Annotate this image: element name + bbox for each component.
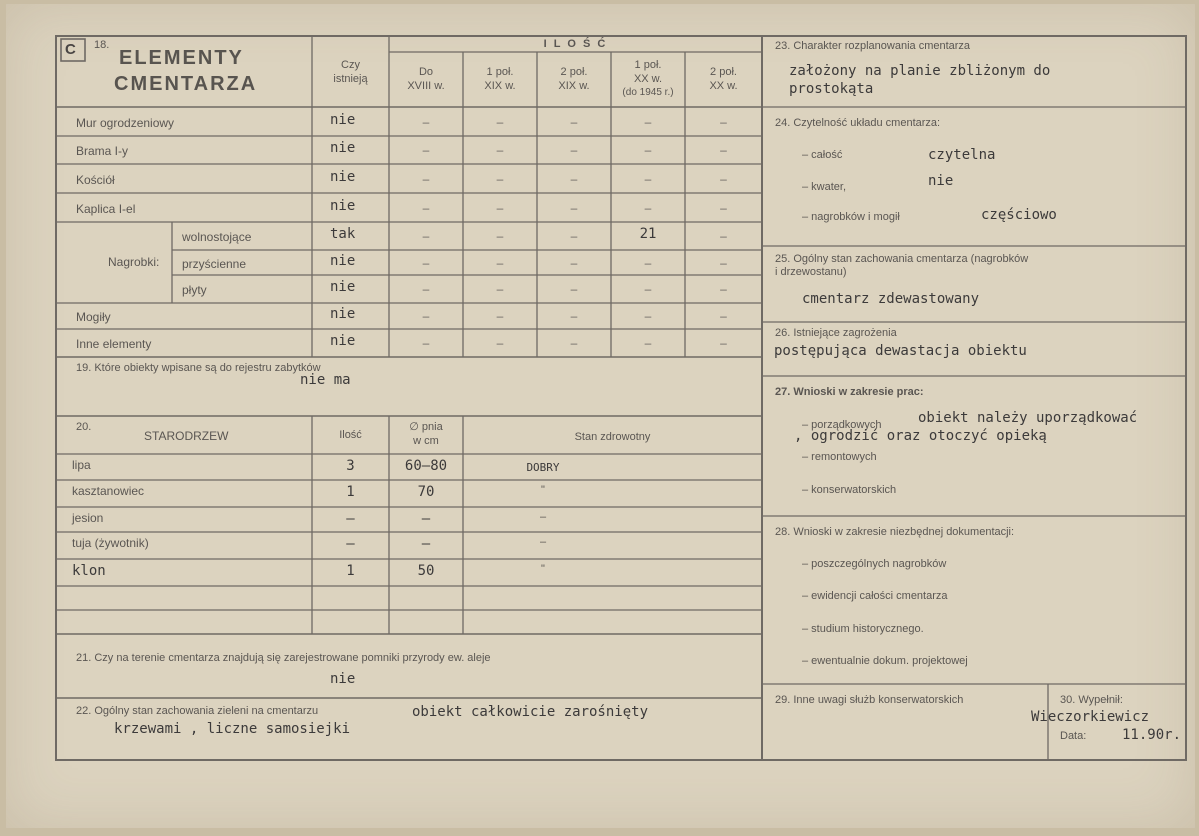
- q20-col-pnia-line2: w cm: [413, 435, 439, 447]
- q27-item: – remontowych: [802, 451, 877, 463]
- inventory-card: [6, 4, 1195, 828]
- q30-label: 30. Wypełnił:: [1060, 694, 1123, 706]
- tree-row-condition: –: [539, 511, 547, 523]
- element-row-exists: nie: [330, 197, 356, 214]
- element-row-count: –: [496, 114, 504, 129]
- q28-item: – poszczególnych nagrobków: [802, 558, 947, 570]
- q28-item: – ewentualnie dokum. projektowej: [802, 655, 968, 667]
- element-row-exists: nie: [330, 306, 356, 322]
- element-row-count: –: [496, 229, 504, 243]
- q26-value: postępująca dewastacja obiektu: [774, 343, 1027, 359]
- element-row-count: –: [644, 200, 652, 215]
- q24-item-label: – kwater,: [802, 181, 847, 193]
- q20-number: 20.: [76, 421, 92, 433]
- q28-item: – studium historycznego.: [802, 623, 924, 635]
- tree-row-name: tuja (żywotnik): [72, 536, 149, 550]
- tree-row-diameter: 50: [417, 563, 435, 579]
- tree-row-name: jesion: [72, 511, 104, 525]
- element-row-label: przyścienne: [182, 256, 247, 271]
- element-row-count: –: [644, 114, 652, 129]
- element-row-count: –: [720, 255, 727, 270]
- element-row-count: –: [570, 309, 578, 323]
- tree-row-diameter: 60–80: [404, 458, 448, 474]
- element-row-count: –: [570, 114, 578, 129]
- q27-item: – konserwatorskich: [802, 484, 897, 496]
- element-row-count: –: [422, 255, 430, 270]
- q24-label: 24. Czytelność układu cmentarza:: [775, 117, 941, 129]
- q27-value-line1: obiekt należy uporządkować: [918, 410, 1138, 426]
- element-row-label: Kościół: [76, 172, 115, 187]
- element-row-count: –: [644, 336, 652, 350]
- tree-row-diameter: 70: [417, 484, 435, 500]
- tree-row-count: 3: [346, 458, 355, 474]
- element-row-exists: nie: [330, 333, 356, 349]
- q22-value-line2: krzewami , liczne samosiejki: [114, 721, 351, 737]
- q30-name: Wieczorkiewicz: [1031, 709, 1150, 725]
- element-row-count: –: [720, 114, 727, 129]
- q25-value: cmentarz zdewastowany: [802, 291, 980, 307]
- tree-row-name: kasztanowiec: [72, 484, 145, 498]
- element-row-label: wolnostojące: [182, 230, 252, 244]
- section-letter: C: [65, 41, 76, 58]
- q18-title-line1: ELEMENTY: [119, 47, 244, 69]
- q21-value: nie: [330, 671, 356, 687]
- element-row-count: –: [422, 143, 430, 157]
- q20-col-ilosc: Ilość: [339, 429, 362, 441]
- element-row-count: –: [570, 143, 578, 157]
- element-row-exists: nie: [330, 111, 356, 128]
- q27-label: 27. Wnioski w zakresie prac:: [775, 386, 924, 398]
- element-row-count: –: [720, 229, 727, 243]
- nagrobki-group-label: Nagrobki:: [108, 255, 160, 269]
- ilosc-header: I L O Ś Ć: [543, 38, 608, 50]
- period-header-l2: XIX w.: [558, 80, 590, 92]
- q23-label: 23. Charakter rozplanowania cmentarza: [775, 40, 971, 52]
- element-row-count: –: [570, 336, 578, 350]
- q20-title: STARODRZEW: [144, 429, 229, 443]
- period-header-l1: 1 poł.: [634, 59, 662, 71]
- element-row-exists: nie: [330, 279, 356, 295]
- period-header-l2: XX w.: [633, 73, 663, 85]
- element-row-count: –: [570, 200, 578, 215]
- period-header-l1: 2 poł.: [560, 66, 588, 78]
- period-header-l3: (do 1945 r.): [622, 87, 674, 98]
- element-row-count: –: [644, 143, 652, 157]
- q21-label: 21. Czy na terenie cmentarza znajdują się zarejestrowane pomniki przyrody ew. aleje: [76, 652, 491, 664]
- element-row-count: –: [720, 171, 727, 186]
- element-row-count: –: [720, 200, 727, 215]
- element-row-count: –: [496, 336, 504, 350]
- element-row-label: Brama I-y: [76, 144, 129, 158]
- period-header-l1: Do: [418, 66, 434, 78]
- q19-value: nie ma: [300, 372, 351, 388]
- q24-item-value: nie: [928, 173, 954, 189]
- element-row-label: Kaplica I-el: [76, 201, 136, 216]
- period-header-l2: XVIII w.: [407, 80, 445, 92]
- element-row-count: –: [644, 309, 652, 323]
- element-row-count: 21: [639, 226, 657, 242]
- period-header-l1: 2 poł.: [710, 66, 737, 78]
- element-row-count: –: [422, 114, 430, 129]
- element-row-label: Inne elementy: [76, 337, 152, 351]
- element-row-count: –: [422, 200, 430, 215]
- q26-label: 26. Istniejące zagrożenia: [775, 327, 897, 339]
- element-row-count: –: [496, 282, 504, 296]
- period-header-l1: 1 poł.: [486, 66, 514, 78]
- element-row-count: –: [422, 336, 430, 350]
- czy-header-line1: Czy: [341, 59, 360, 71]
- q24-item-value: częściowo: [981, 207, 1057, 223]
- tree-row-condition: ": [541, 563, 545, 575]
- q20-col-pnia-line1: ∅ pnia: [409, 421, 443, 433]
- q28-item: – ewidencji całości cmentarza: [802, 590, 948, 602]
- tree-row-diameter: –: [421, 536, 431, 552]
- czy-header-line2: istnieją: [333, 73, 368, 85]
- element-row-label: Mogiły: [76, 310, 111, 324]
- q25-label-line1: 25. Ogólny stan zachowania cmentarza (nagrobków: [775, 253, 1029, 265]
- q24-item-label: – nagrobków i mogił: [802, 211, 900, 223]
- element-row-count: –: [496, 171, 504, 186]
- element-row-exists: tak: [330, 226, 356, 242]
- element-row-count: –: [422, 229, 430, 243]
- tree-row-count: –: [346, 536, 355, 552]
- q27-value-line2: , ogrodzić oraz otoczyć opieką: [794, 428, 1047, 444]
- tree-row-count: 1: [346, 563, 355, 579]
- element-row-count: –: [570, 255, 578, 270]
- tree-row-diameter: –: [421, 511, 431, 527]
- tree-row-condition: –: [539, 536, 547, 548]
- q18-number: 18.: [94, 39, 110, 51]
- element-row-count: –: [496, 143, 504, 157]
- tree-row-condition: DOBRY: [526, 461, 560, 474]
- element-row-count: –: [720, 282, 727, 296]
- element-row-count: –: [720, 143, 727, 157]
- q22-label: 22. Ogólny stan zachowania zieleni na cmentarzu: [76, 705, 319, 717]
- q22-value-line1: obiekt całkowicie zarośnięty: [412, 704, 649, 720]
- q23-value-line1: założony na planie zbliżonym do: [789, 63, 1051, 79]
- q19-label: 19. Które obiekty wpisane są do rejestru zabytków: [76, 362, 321, 374]
- tree-row-name: lipa: [72, 458, 91, 472]
- q27-item: – porządkowych: [802, 419, 882, 431]
- q18-title-line2: CMENTARZA: [114, 73, 258, 95]
- element-row-count: –: [496, 309, 504, 323]
- element-row-exists: nie: [330, 168, 356, 185]
- q24-item-label: – całość: [802, 149, 843, 161]
- element-row-count: –: [720, 336, 727, 350]
- element-row-label: Mur ogrodzeniowy: [76, 115, 175, 130]
- element-row-count: –: [496, 255, 504, 270]
- element-row-count: –: [422, 282, 430, 296]
- element-row-label: płyty: [182, 283, 207, 297]
- tree-row-condition: ": [541, 484, 545, 496]
- tree-row-count: 1: [346, 484, 355, 500]
- element-row-count: –: [570, 229, 578, 243]
- q29-label: 29. Inne uwagi służb konserwatorskich: [775, 694, 964, 706]
- element-row-exists: nie: [330, 252, 356, 269]
- q23-value-line2: prostokąta: [789, 81, 874, 97]
- element-row-count: –: [720, 309, 727, 323]
- element-row-count: –: [496, 200, 504, 215]
- element-row-count: –: [644, 282, 652, 296]
- q24-item-value: czytelna: [928, 147, 996, 163]
- element-row-exists: nie: [330, 140, 356, 156]
- element-row-count: –: [570, 171, 578, 186]
- q20-col-stan: Stan zdrowotny: [574, 431, 651, 443]
- q28-label: 28. Wnioski w zakresie niezbędnej dokumentacji:: [775, 526, 1015, 538]
- q30-date-label: Data:: [1060, 730, 1087, 742]
- tree-row-count: –: [346, 511, 355, 527]
- element-row-count: –: [570, 282, 578, 296]
- q30-date-value: 11.90r.: [1122, 727, 1182, 743]
- period-header-l2: XX w.: [709, 80, 738, 92]
- tree-row-name: klon: [72, 563, 106, 579]
- q25-label-line2: i drzewostanu): [775, 266, 847, 278]
- period-header-l2: XIX w.: [484, 80, 516, 92]
- element-row-count: –: [422, 171, 430, 186]
- element-row-count: –: [422, 309, 430, 323]
- element-row-count: –: [644, 171, 652, 186]
- element-row-count: –: [644, 255, 652, 270]
